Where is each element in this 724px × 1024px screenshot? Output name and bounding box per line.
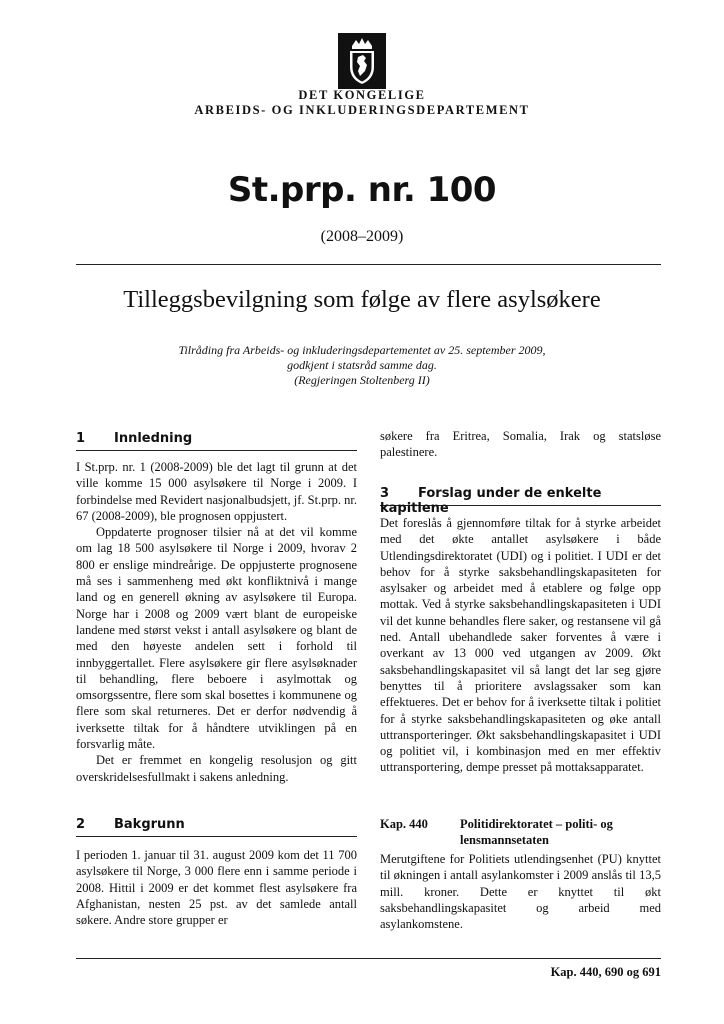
kap-440-number: Kap. 440: [380, 817, 428, 831]
department-line-1: DET KONGELIGE: [298, 88, 426, 102]
divider-bottom: [76, 958, 661, 959]
recommendation-line-2: godkjent i statsråd samme dag.: [287, 358, 437, 372]
coat-of-arms: [338, 33, 386, 89]
section-1-paragraph-3: Det er fremmet en kongelig resolusjon og gitt overskridelsesfullmakt i sakens anledning.: [76, 753, 357, 784]
session-period: (2008–2009): [320, 228, 404, 245]
section-2-paragraph-1: I perioden 1. januar til 31. august 2009 kom det 11 700 asylsøkere til Norge, 3 000 flere enn i samme periode i 2008. Hittil i 2009 er det kommet flest asylsøkere fra Afghanistan, nesten 25 pst. av det samlede antall søkere. Andre store grupper er: [76, 848, 357, 928]
section-2-body: [76, 847, 357, 928]
section-2-title: Bakgrunn: [114, 817, 185, 832]
kap-440-title: Politidirektoratet – politi- og lensmannsetaten: [460, 817, 613, 847]
section-1-paragraph-2: Oppdaterte prognoser tilsier nå at det vil komme om lag 18 500 asylsøkere til Norge i 2009, hvorav 2 800 er enslige mindreårige. De oppjusterte prognosene må ses i sammenheng med økt konfliktnivå i mange land og en generell økning av asylsøkere til Europa. Norge har i 2008 og 2009 vært blant de europeiske landene med størst vekst i antall asylsøkere og blant de med den høyeste andelen sett i forhold til innbyggertallet. Flere asylsøkere gir flere asylsøknader til behandling, flere beboere i asylmottak og omsorgssentre, flere som skal bosettes i kommunene og flere som skal returneres. Det er derfor nødvendig å iverksette tiltak for å håndtere utviklingen på en forsvarlig måte.: [76, 525, 357, 752]
divider-top: [76, 264, 661, 265]
section-3-heading: [380, 486, 661, 516]
department-line-2: ARBEIDS- OG INKLUDERINGSDEPARTEMENT: [194, 103, 530, 117]
kap-440-body: [380, 851, 661, 932]
section-1-heading: [76, 431, 357, 451]
section-3-number: 3: [380, 486, 390, 501]
section-2-number: 2: [76, 817, 86, 832]
section-2-heading: [76, 817, 357, 837]
recommendation-line-3: (Regjeringen Stoltenberg II): [294, 373, 430, 387]
section-2-paragraph-continued: søkere fra Eritrea, Somalia, Irak og statsløse palestinere.: [380, 429, 661, 460]
document-title: St.prp. nr. 100: [227, 170, 497, 210]
section-1-body: [76, 459, 357, 785]
section-1-title: Innledning: [114, 431, 193, 446]
section-1-paragraph-1: I St.prp. nr. 1 (2008-2009) ble det lagt til grunn at det ville komme 15 000 asylsøkere til Norge i 2009. I forbindelse med Revidert nasjonalbudsjett, jf. St.prp. nr. 67 (2008-2009), ble prognosen oppjustert.: [76, 460, 357, 523]
recommendation-line-1: Tilråding fra Arbeids- og inkluderingsdepartementet av 25. september 2009,: [178, 343, 546, 357]
section-3-body: [380, 515, 661, 776]
page-footer: Kap. 440, 690 og 691: [550, 965, 661, 979]
section-3-title: Forslag under de enkelte kapitlene: [380, 486, 602, 516]
recommendation-block: [0, 343, 724, 388]
document-subject: Tilleggsbevilgning som følge av flere asylsøkere: [123, 286, 601, 313]
section-2-continuation: [380, 428, 661, 461]
section-1-number: 1: [76, 431, 86, 446]
coat-of-arms-icon: [338, 33, 386, 89]
section-3-paragraph-1: Det foreslås å gjennomføre tiltak for å styrke arbeidet med det økte antallet asylsøkere i både Utlendingsdirektoratet (UDI) og i politiet. I UDI er det behov for å styrke saksbehandlingskapasiteten for asylsaker og arbeidet med å etablere og følge opp mottak. Ved å styrke saksbehandlingskapasiteten i UDI vil det kunne behandles flere saker, og restansene vil gå ned. Antall ubehandlede saker forventes å være i overkant av 13 000 ved utgangen av 2009. Økt saksbehandlingskapasitet vil så langt det lar seg gjøre benyttes til å prioritere avslagssaker som kan effektueres. Det er behov for å iverksette tiltak i politiet for å styrke saksbehandlingskapasiteten og øke antall uttransporteringer. Økt saksbehandlingskapasitet i UDI og politiet vil, i kombinasjon med en mer effektiv uttransportering, dempe presset på mottaksapparatet.: [380, 516, 661, 775]
kap-440-text: Merutgiftene for Politiets utlendingsenhet (PU) knyttet til økningen i antall asylankomster i 2009 anslås til 13,5 mill. kroner. Dette er knyttet til økt saksbehandlingskapasitet og arbeid med asylankomstene.: [380, 852, 661, 932]
kap-440-heading: [380, 816, 661, 848]
